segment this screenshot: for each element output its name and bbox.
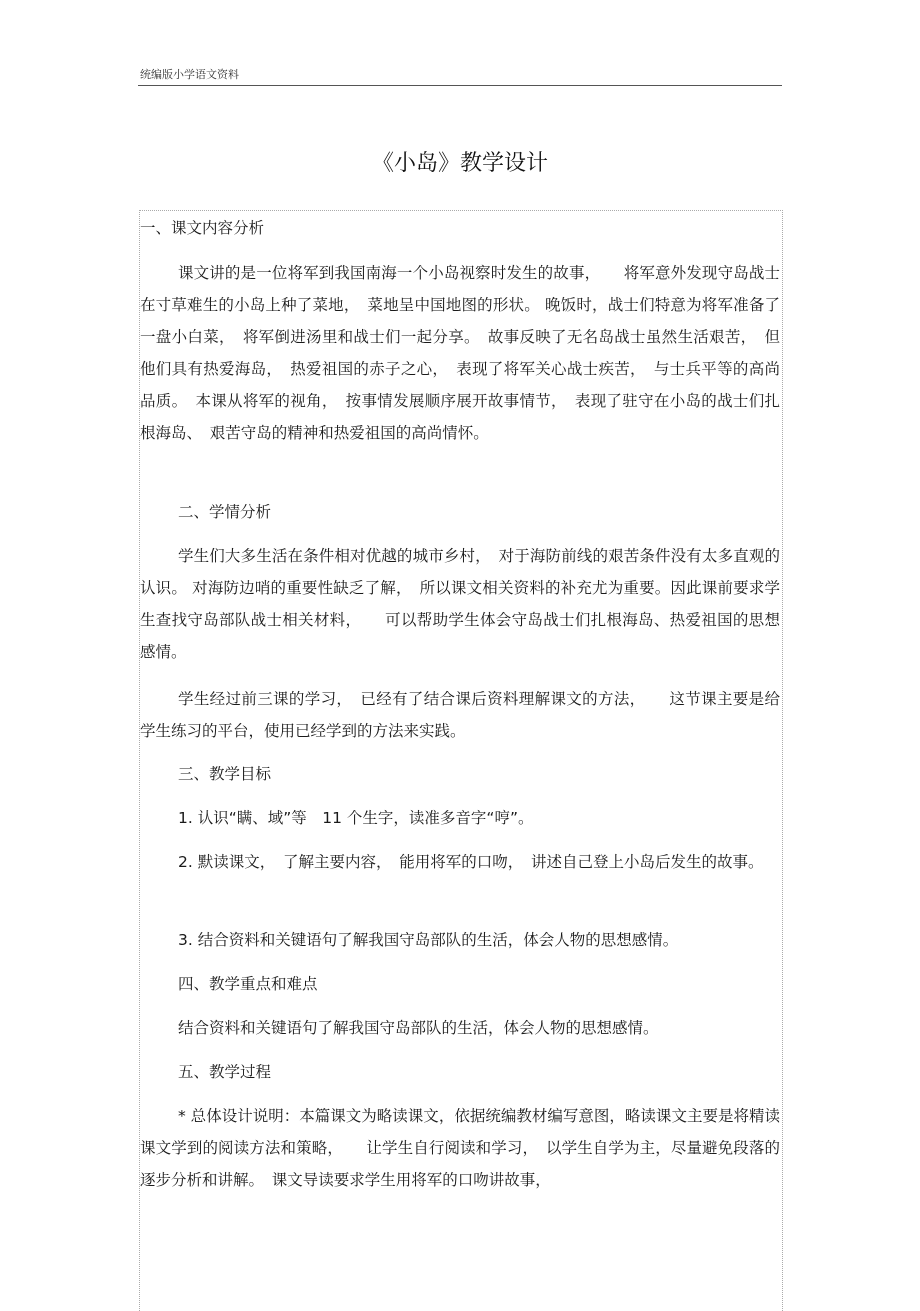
objective-item-2: 2. 默读课文， 了解主要内容， 能用将军的口吻， 讲述自己登上小岛后发生的故事。 <box>178 853 764 871</box>
section-1-heading: 一、课文内容分析 <box>140 219 265 237</box>
header-label: 统编版小学语文资料 <box>140 68 239 81</box>
section-2-paragraph-1: 学生们大多生活在条件相对优越的城市乡村， 对于海防前线的艰苦条件没有太多直观的认识。 对海防边哨的重要性缺乏了解， 所以课文相关资料的补充尤为重要。因此课前要求学生查找守岛部队战士相关材料， 可以帮助学生体会守岛战士们扎根海岛、热爱祖国的思想感情。 <box>140 547 780 661</box>
section-1-paragraph: 课文讲的是一位将军到我国南海一个小岛视察时发生的故事， 将军意外发现守岛战士在寸草难生的小岛上种了菜地， 菜地呈中国地图的形状。 晚饭时，战士们特意为将军准备了一盘小白菜， 将军倒进汤里和战士们一起分享。 故事反映了无名岛战士虽然生活艰苦， 但他们具有热爱海岛， 热爱祖国的赤子之心， 表现了将军关心战士疾苦， 与士兵平等的高尚品质。 本课从将军的视角， 按事情发展顺序展开故事情节， 表现了驻守在小岛的战士们扎根海岛、 艰苦守岛的精神和热爱祖国的高尚情怀。 <box>140 264 780 442</box>
objective-item-3: 3. 结合资料和关键语句了解我国守岛部队的生活，体会人物的思想感情。 <box>178 931 679 949</box>
objective-item-1: 1. 认识“瞒、域”等 11 个生字，读准多音字“哼”。 <box>178 809 534 827</box>
section-5-heading: 五、教学过程 <box>178 1063 272 1081</box>
section-5-paragraph: * 总体设计说明：本篇课文为略读课文，依据统编教材编写意图，略读课文主要是将精读课文学到的阅读方法和策略， 让学生自行阅读和学习， 以学生自学为主，尽量避免段落的逐步分析和讲解。 课文导读要求学生用将军的口吻讲故事， <box>140 1107 780 1189</box>
section-2-paragraph-2: 学生经过前三课的学习， 已经有了结合课后资料理解课文的方法， 这节课主要是给学生练习的平台，使用已经学到的方法来实践。 <box>140 690 780 740</box>
section-4-paragraph: 结合资料和关键语句了解我国守岛部队的生活，体会人物的思想感情。 <box>178 1019 659 1037</box>
section-3-heading: 三、教学目标 <box>178 765 272 783</box>
section-2-heading: 二、学情分析 <box>178 503 272 521</box>
header-divider <box>138 85 782 86</box>
section-4-heading: 四、教学重点和难点 <box>178 975 318 993</box>
document-title: 《小岛》教学设计 <box>371 151 548 176</box>
